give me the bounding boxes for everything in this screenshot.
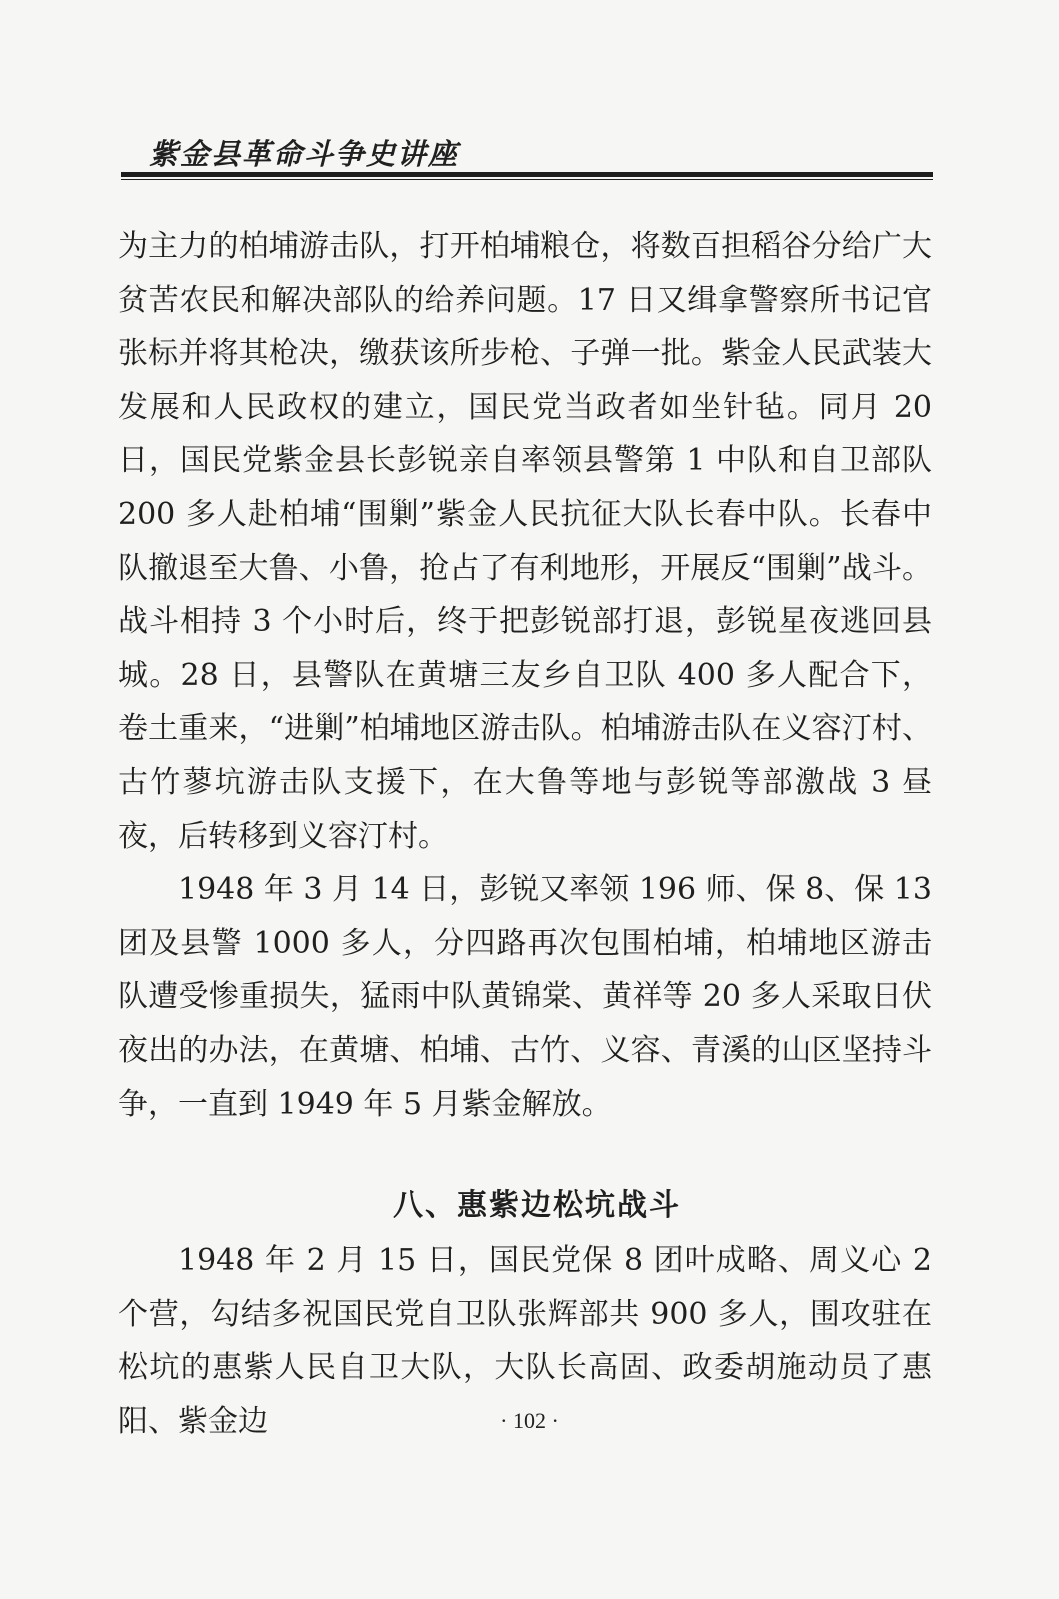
page-number: · 102 · [500, 1408, 559, 1433]
header-rule-thin [121, 179, 933, 180]
paragraph: 1948 年 3 月 14 日，彭锐又率领 196 师、保 8、保 13 团及县警 1000 多人，分四路再次包围柏埔，柏埔地区游击队遭受惨重损失，猛雨中队黄锦棠、黄祥等 20 多人采取日伏夜出的办法，在黄塘、柏埔、古竹、义容、青溪的山区坚持斗争，一直到 1949 年 5 月紫金解放。 [118, 872, 932, 1122]
running-header [121, 130, 933, 171]
section-heading: 八、惠紫边松坑战斗 [393, 1188, 681, 1224]
paragraph-continued: 为主力的柏埔游击队，打开柏埔粮仓，将数百担稻谷分给广大贫苦农民和解决部队的给养问题。17 日又缉拿警察所书记官张标并将其枪决，缴获该所步枪、子弹一批。紫金人民武装大发展和人民政权的建立，国民党当政者如坐针毡。同月 20 日，国民党紫金县长彭锐亲自率领县警第 1 中队和自卫部队 200 多人赴柏埔“围剿”紫金人民抗征大队长春中队。长春中队撤退至大鲁、小鲁，抢占了有利地形，开展反“围剿”战斗。战斗相持 3 个小时后，终于把彭锐部打退，彭锐星夜逃回县城。28 日，县警队在黄塘三友乡自卫队 400 多人配合下，卷土重来，“进剿”柏埔地区游击队。柏埔游击队在义容汀村、古竹蓼坑游击队支援下，在大鲁等地与彭锐等部激战 3 昼夜，后转移到义容汀村。 [118, 229, 932, 854]
body-text [118, 220, 932, 1448]
running-title: 紫金县革命斗争史讲座 [149, 137, 460, 171]
paragraph: 1948 年 2 月 15 日，国民党保 8 团叶成略、周义心 2 个营，勾结多祝国民党自卫队张辉部共 900 多人，围攻驻在松坑的惠紫人民自卫大队，大队长高固、政委胡施动员了惠阳、紫金边 [118, 1243, 932, 1439]
header-rule-thick [121, 172, 933, 177]
